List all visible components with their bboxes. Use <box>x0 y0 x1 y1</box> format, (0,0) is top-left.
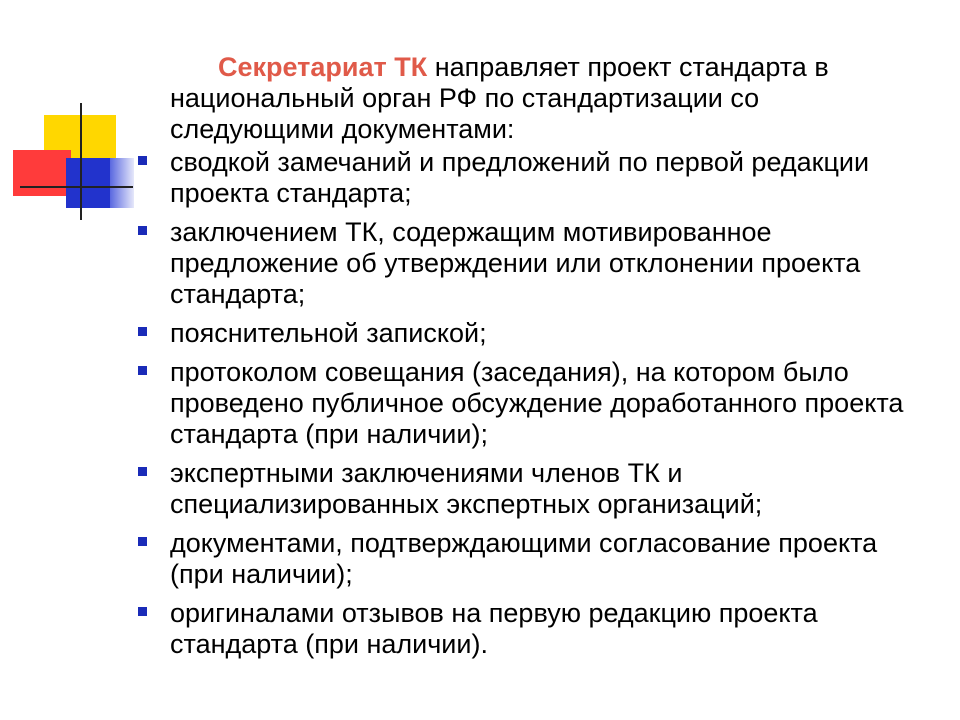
list-item <box>138 318 928 349</box>
blue-gradient-square <box>110 158 134 208</box>
intro-paragraph <box>170 52 928 145</box>
list-item <box>138 357 928 450</box>
list-item-text: экспертными заключениями членов ТК и специализированных экспертных организаций; <box>170 458 763 519</box>
list-item-text: сводкой замечаний и предложений по первой редакции проекта стандарта; <box>170 147 870 208</box>
horizontal-line <box>20 186 133 188</box>
list-item-text: заключением ТК, содержащим мотивированное предложение об утверждении или отклонении проекта стандарта; <box>170 217 861 309</box>
list-item <box>138 528 928 590</box>
square-bullet-icon <box>138 366 147 375</box>
list-item-text: оригиналами отзывов на первую редакцию проекта стандарта (при наличии). <box>170 598 818 659</box>
square-bullet-icon <box>138 467 147 476</box>
list-item-text: пояснительной запиской; <box>170 318 487 348</box>
vertical-line <box>80 103 82 220</box>
intro-text: направляет проект стандарта в национальный орган РФ по стандартизации со следующими документами: <box>170 52 829 144</box>
intro-highlight: Секретариат ТК <box>218 52 428 82</box>
square-bullet-icon <box>138 226 147 235</box>
red-square <box>13 150 71 196</box>
square-bullet-icon <box>138 156 147 165</box>
list-item-text: протоколом совещания (заседания), на котором было проведено публичное обсуждение доработанного проекта стандарта (при наличии); <box>170 357 904 449</box>
list-item <box>138 598 928 660</box>
square-bullet-icon <box>138 327 147 336</box>
slide-body <box>138 52 928 668</box>
square-bullet-icon <box>138 537 147 546</box>
list-item <box>138 458 928 520</box>
list-item <box>138 147 928 209</box>
list-item <box>138 217 928 310</box>
square-bullet-icon <box>138 607 147 616</box>
colored-squares-logo-icon <box>0 0 160 240</box>
document-list <box>138 147 928 660</box>
list-item-text: документами, подтверждающими согласование проекта (при наличии); <box>170 528 878 589</box>
